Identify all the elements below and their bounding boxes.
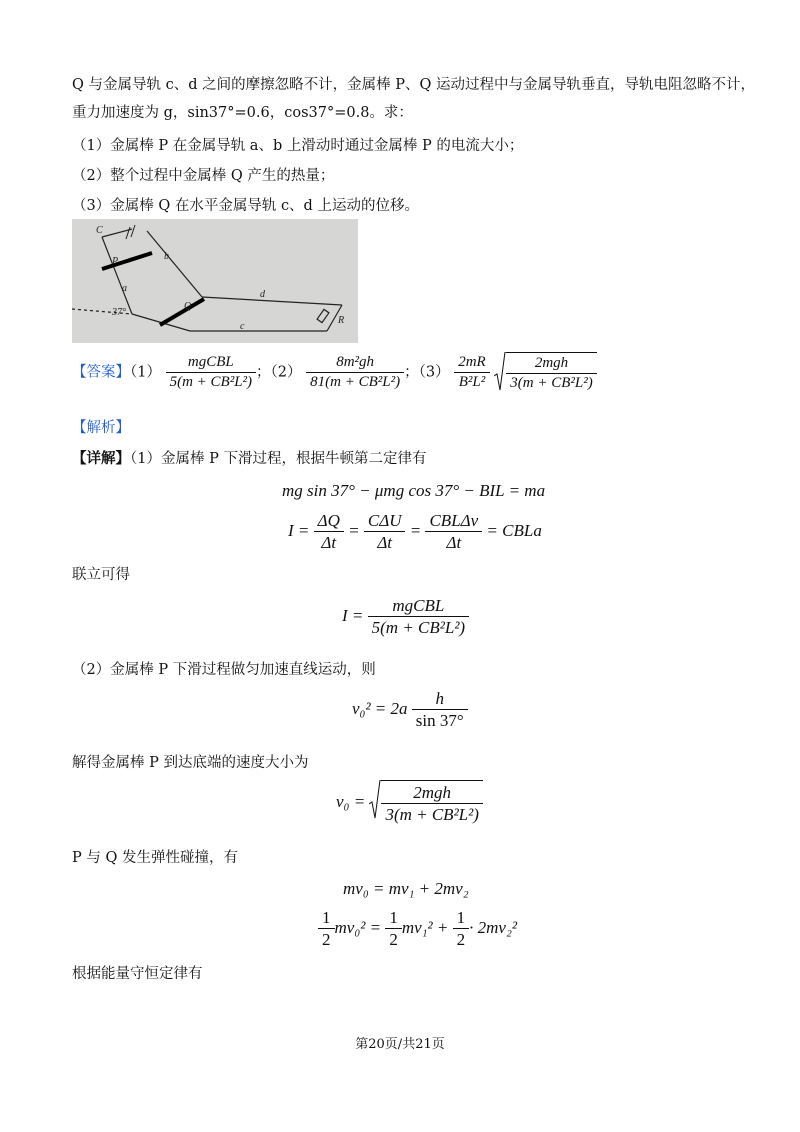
eq2-f3-den: Δt [446,533,462,553]
question-1: （1）金属棒 P 在金属导轨 a、b 上滑动时通过金属棒 P 的电流大小； [72,138,524,154]
eq3-lhs: I = [342,606,364,626]
answer-1-fraction [166,353,256,392]
label-c: c [240,321,245,332]
detail-line [72,447,426,468]
detail-text: （1）金属棒 P 下滑过程，根据牛顿第二定律有 [130,451,427,467]
answer-3-root-numerator: 2mgh [506,354,596,374]
eq2-f2-num: CΔU [364,510,406,532]
page-footer: 第20页/共21页 [355,1037,445,1052]
label-q: Q [184,301,192,312]
intro-line-1: Q 与金属导轨 c、d 之间的摩擦忽略不计，金属棒 P、Q 运动过程中与金属导轨垂直，导轨电阻忽略不计， [72,77,755,93]
eq5-lhs: v₀ = [336,792,366,812]
eq7-b-den: 2 [389,930,398,950]
rails-diagram [72,219,358,343]
equation-current: I = $\frac{\Delta Q}{\Delta t}$ = $\frac{\text{CΔU}}{\Delta t}$ = $\frac{\text{CBLΔv}}{\Delta t}$ = CBLa [288,510,542,554]
text-collision: P 与 Q 发生弹性碰撞，有 [72,850,238,866]
eq7-c-rest: · 2mv₂² [469,918,517,938]
eq2-f3-num: CBLΔv [425,510,482,532]
eq2-lhs: I = [288,521,310,541]
eq4-lhs: v₀² = 2a [352,699,408,719]
text-speed: 解得金属棒 P 到达底端的速度大小为 [72,755,309,771]
eq3-num: mgCBL [368,595,469,617]
equation-energy [318,907,517,951]
eq2-f1-num: ΔQ [314,510,344,532]
answer-3-root-denominator: 3(m + CB²L²) [510,374,593,391]
eq5-den: 3(m + CB²L²) [385,805,479,825]
answer-3-fraction [454,353,490,392]
text-combine: 联立可得 [72,567,130,583]
eq2-f1-den: Δt [321,533,337,553]
label-a: a [122,283,127,294]
answer-2-numerator: 8m²gh [306,353,404,373]
label-d: d [260,289,265,300]
eq2-rhs: = CBLa [486,521,542,541]
analysis-tag: 【解析】 [72,420,130,436]
label-angle: 37° [112,307,126,318]
eq7-b-num: 1 [385,907,402,929]
text-energy: 根据能量守恒定律有 [72,966,203,982]
eq7-a-den: 2 [322,930,331,950]
answer-3-denominator: B²L² [458,373,486,390]
equation-speed [336,780,483,826]
question-2: （2）整个过程中金属棒 Q 产生的热量； [72,168,335,184]
equation-result-current [342,595,469,639]
equation-momentum: mv₀ = mv₁ + 2mv₂ [343,879,469,898]
eq2-f2-den: Δt [377,533,393,553]
equation-newton: mg sin 37° − μmg cos 37° − BIL = ma [282,481,546,500]
text-question-2: （2）金属棒 P 下滑过程做匀加速直线运动，则 [72,662,376,678]
label-c-capacitor: C [96,225,103,236]
eq7-a-rest: mv₀² = [334,918,382,938]
label-r: R [338,315,345,326]
eq7-c-num: 1 [453,907,470,929]
answer-part-2: ；（2） [256,364,302,381]
answer-1-denominator: 5(m + CB²L²) [169,373,253,390]
eq5-num: 2mgh [381,782,482,804]
label-p: P [112,256,119,267]
circuit-figure [72,219,358,343]
eq4-num: h [412,688,468,710]
eq7-c-den: 2 [456,930,466,950]
answer-part-3: ；（3） [404,364,450,381]
eq4-den: sin 37° [415,711,464,731]
answer-2-denominator: 81(m + CB²L²) [310,373,401,390]
answer-3-root [494,352,596,393]
eq7-b-rest: mv₁² + [401,918,449,938]
intro-line-2: 重力加速度为 g，sin37°=0.6，cos37°=0.8。求： [72,105,413,121]
eq3-den: 5(m + CB²L²) [371,618,466,638]
answer-line [72,352,597,393]
answer-part-1: （1） [130,364,161,381]
answer-2-fraction [306,353,404,392]
answer-tag: 【答案】 [72,364,130,381]
detail-tag: 【详解】 [72,450,130,467]
equation-kinematics [352,688,468,732]
answer-3-numerator: 2mR [454,353,490,373]
eq5-root [369,780,482,826]
radical-icon [494,352,506,392]
label-b: b [164,251,169,262]
answer-1-numerator: mgCBL [166,353,256,373]
radical-icon [369,780,381,820]
eq7-a-num: 1 [318,907,335,929]
question-3: （3）金属棒 Q 在水平金属导轨 c、d 上运动的位移。 [72,198,419,214]
